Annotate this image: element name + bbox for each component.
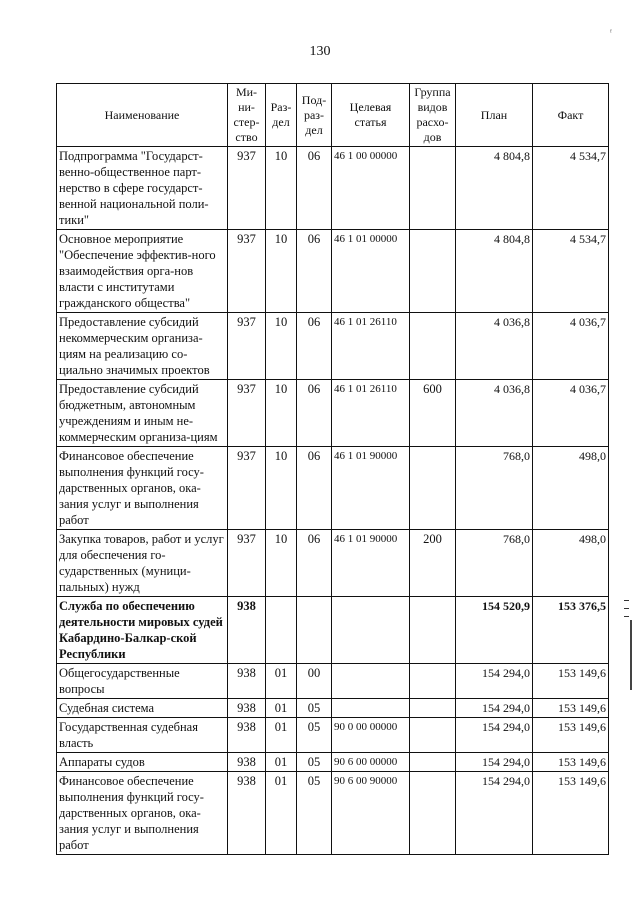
cell-section: 01	[266, 664, 297, 699]
cell-subsection: 06	[297, 147, 332, 230]
table-row	[57, 753, 609, 772]
table-row	[57, 718, 609, 753]
table-row	[57, 230, 609, 313]
cell-ministry: 938	[228, 772, 266, 855]
cell-fact: 153 149,6	[533, 718, 609, 753]
cell-subsection: 05	[297, 753, 332, 772]
cell-expense-group	[410, 699, 456, 718]
edge-marks	[624, 600, 634, 690]
cell-name: Предоставление субсидий некоммерческим организа-циям на реализацию со-циально значимых проектов	[57, 313, 228, 380]
cell-ministry: 937	[228, 447, 266, 530]
cell-expense-group	[410, 718, 456, 753]
table-row	[57, 313, 609, 380]
cell-expense-group: 600	[410, 380, 456, 447]
page-number: 130	[309, 44, 331, 59]
cell-section: 10	[266, 380, 297, 447]
cell-plan: 154 294,0	[456, 772, 533, 855]
cell-subsection: 06	[297, 447, 332, 530]
cell-section: 01	[266, 753, 297, 772]
cell-fact: 498,0	[533, 530, 609, 597]
cell-plan: 154 294,0	[456, 753, 533, 772]
cell-fact: 153 376,5	[533, 597, 609, 664]
cell-target: 46 1 01 90000	[332, 530, 410, 597]
cell-ministry: 938	[228, 699, 266, 718]
cell-subsection: 06	[297, 230, 332, 313]
cell-target: 46 1 01 90000	[332, 447, 410, 530]
cell-fact: 498,0	[533, 447, 609, 530]
cell-expense-group	[410, 664, 456, 699]
cell-plan: 154 520,9	[456, 597, 533, 664]
cell-section: 10	[266, 147, 297, 230]
cell-section: 01	[266, 772, 297, 855]
table-row	[57, 597, 609, 664]
cell-name: Государственная судебная власть	[57, 718, 228, 753]
cell-fact: 153 149,6	[533, 699, 609, 718]
cell-target: 90 6 00 90000	[332, 772, 410, 855]
cell-ministry: 938	[228, 753, 266, 772]
table-row	[57, 772, 609, 855]
cell-ministry: 938	[228, 597, 266, 664]
header-section: Раз- дел	[266, 84, 297, 147]
cell-name: Судебная система	[57, 699, 228, 718]
header-name: Наименование	[57, 84, 228, 147]
cell-name: Аппараты судов	[57, 753, 228, 772]
cell-target	[332, 664, 410, 699]
cell-subsection: 06	[297, 380, 332, 447]
cell-target: 90 6 00 00000	[332, 753, 410, 772]
cell-expense-group	[410, 597, 456, 664]
cell-target	[332, 699, 410, 718]
cell-ministry: 937	[228, 147, 266, 230]
table-row	[57, 380, 609, 447]
header-expense-group: Группа видов расхо- дов	[410, 84, 456, 147]
cell-expense-group	[410, 753, 456, 772]
cell-plan: 4 036,8	[456, 313, 533, 380]
cell-plan: 768,0	[456, 530, 533, 597]
cell-ministry: 937	[228, 230, 266, 313]
header-ministry: Ми- ни- стер- ство	[228, 84, 266, 147]
cell-target: 90 0 00 00000	[332, 718, 410, 753]
cell-subsection: 06	[297, 530, 332, 597]
cell-expense-group: 200	[410, 530, 456, 597]
header-plan: План	[456, 84, 533, 147]
table-row	[57, 699, 609, 718]
table-header-row	[57, 84, 609, 147]
cell-fact: 153 149,6	[533, 664, 609, 699]
cell-subsection: 06	[297, 313, 332, 380]
table-body	[57, 147, 609, 855]
cell-plan: 4 804,8	[456, 230, 533, 313]
cell-subsection: 00	[297, 664, 332, 699]
cell-expense-group	[410, 230, 456, 313]
cell-fact: 4 534,7	[533, 147, 609, 230]
table-row	[57, 530, 609, 597]
cell-name: Закупка товаров, работ и услуг для обеспечения го-сударственных (муници-пальных) нужд	[57, 530, 228, 597]
cell-subsection	[297, 597, 332, 664]
budget-table	[56, 83, 609, 855]
cell-plan: 4 804,8	[456, 147, 533, 230]
cell-target: 46 1 01 26110	[332, 380, 410, 447]
cell-subsection: 05	[297, 772, 332, 855]
cell-plan: 154 294,0	[456, 664, 533, 699]
cell-expense-group	[410, 313, 456, 380]
header-subsection: Под- раз- дел	[297, 84, 332, 147]
cell-section: 01	[266, 718, 297, 753]
cell-name: Общегосударственные вопросы	[57, 664, 228, 699]
header-target: Целевая статья	[332, 84, 410, 147]
cell-section: 10	[266, 447, 297, 530]
cell-section: 10	[266, 530, 297, 597]
cell-fact: 4 534,7	[533, 230, 609, 313]
cell-plan: 768,0	[456, 447, 533, 530]
cell-target: 46 1 01 00000	[332, 230, 410, 313]
cell-ministry: 937	[228, 313, 266, 380]
cell-plan: 154 294,0	[456, 699, 533, 718]
cell-target	[332, 597, 410, 664]
cell-fact: 153 149,6	[533, 772, 609, 855]
cell-subsection: 05	[297, 718, 332, 753]
cell-name: Подпрограмма "Государст-венно-общественное парт-нерство в сфере государст-венной национальной поли-тики"	[57, 147, 228, 230]
cell-fact: 4 036,7	[533, 313, 609, 380]
cell-subsection: 05	[297, 699, 332, 718]
header-fact: Факт	[533, 84, 609, 147]
table-row	[57, 447, 609, 530]
cell-target: 46 1 00 00000	[332, 147, 410, 230]
cell-ministry: 937	[228, 380, 266, 447]
table-row	[57, 664, 609, 699]
cell-target: 46 1 01 26110	[332, 313, 410, 380]
cell-name: Служба по обеспечению деятельности мировых судей Кабардино-Балкар-ской Республики	[57, 597, 228, 664]
cell-expense-group	[410, 447, 456, 530]
cell-fact: 153 149,6	[533, 753, 609, 772]
cell-section: 10	[266, 230, 297, 313]
cell-plan: 4 036,8	[456, 380, 533, 447]
cell-name: Финансовое обеспечение выполнения функций госу-дарственных органов, ока-зания услуг и выполнения работ	[57, 772, 228, 855]
table-row	[57, 147, 609, 230]
cell-ministry: 937	[228, 530, 266, 597]
cell-ministry: 938	[228, 664, 266, 699]
cell-fact: 4 036,7	[533, 380, 609, 447]
cell-section: 01	[266, 699, 297, 718]
cell-section	[266, 597, 297, 664]
corner-mark: ᶠ	[610, 27, 612, 37]
cell-plan: 154 294,0	[456, 718, 533, 753]
cell-ministry: 938	[228, 718, 266, 753]
cell-name: Основное мероприятие "Обеспечение эффектив-ного взаимодействия орга-нов власти с институтами гражданского общества"	[57, 230, 228, 313]
cell-name: Предоставление субсидий бюджетным, автономным учреждениям и иным не-коммерческим организа-циям	[57, 380, 228, 447]
cell-expense-group	[410, 772, 456, 855]
cell-section: 10	[266, 313, 297, 380]
cell-name: Финансовое обеспечение выполнения функций госу-дарственных органов, ока-зания услуг и выполнения работ	[57, 447, 228, 530]
cell-expense-group	[410, 147, 456, 230]
